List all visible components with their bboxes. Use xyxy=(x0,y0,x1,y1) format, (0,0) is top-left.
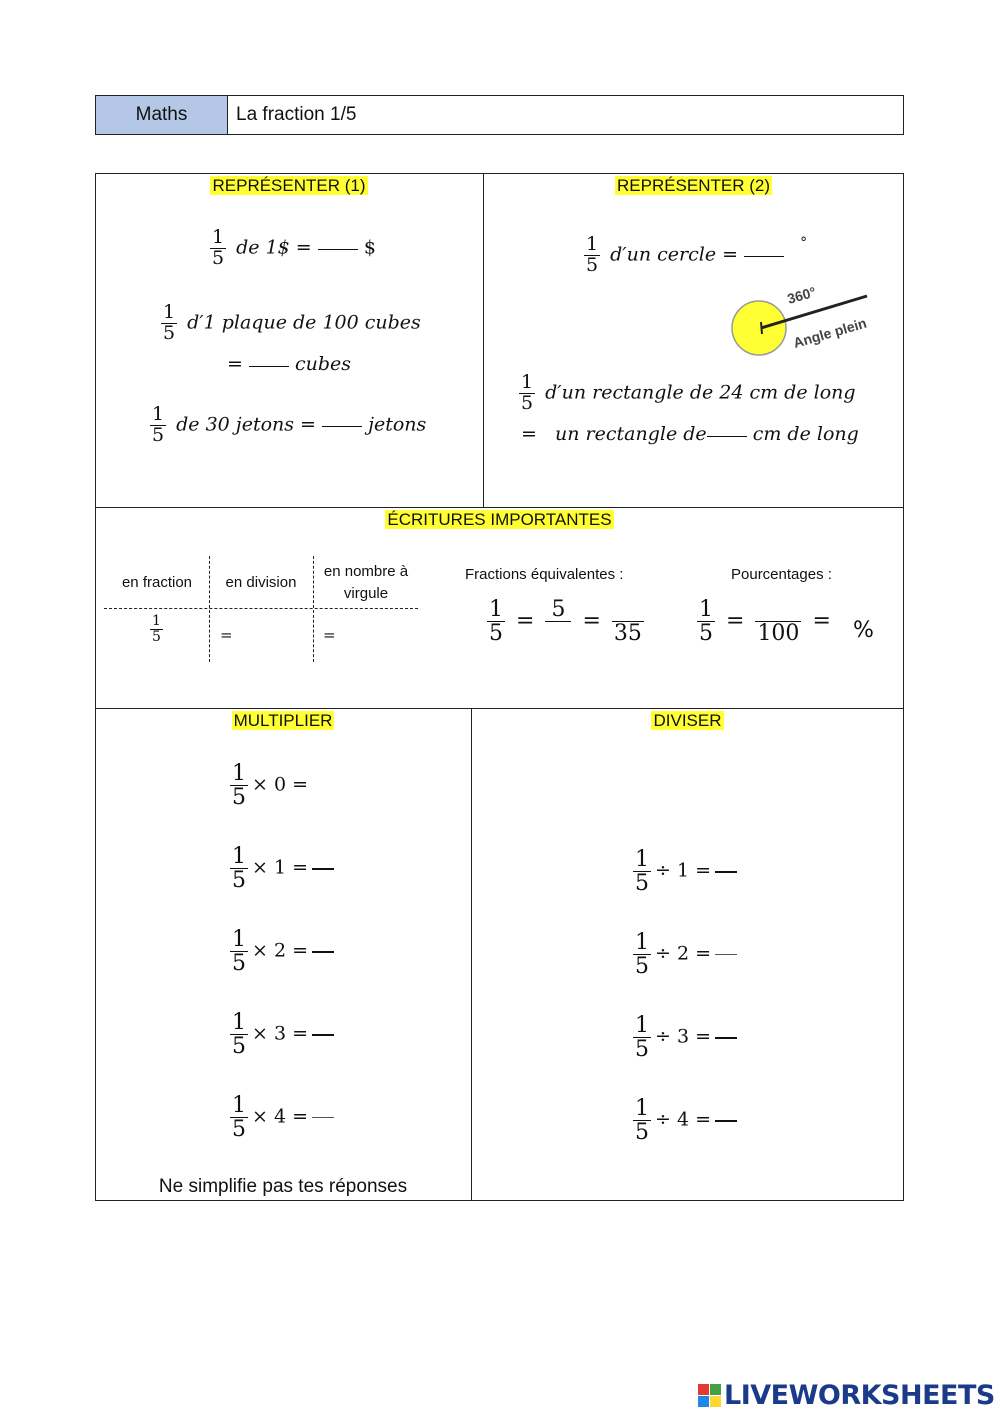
percent-sign: % xyxy=(853,618,874,643)
answer-blank[interactable] xyxy=(615,598,641,621)
col-en-division: en division xyxy=(225,574,297,591)
multiply-row: $\frac{1}{5}$ × 0 = xyxy=(232,761,309,811)
simplify-note: Ne simplifie pas tes réponses xyxy=(158,1176,408,1197)
header-row-divider xyxy=(104,608,418,609)
represent2-line2b: = un rectangle de cm de long xyxy=(521,423,859,445)
represent1-line2b: = cubes xyxy=(227,353,352,375)
operations-section xyxy=(95,708,904,1201)
divide-row: $\frac{1}{5}$ ÷ 2 = xyxy=(629,931,737,978)
answer-blank[interactable] xyxy=(322,424,362,427)
represent1-title: REPRÉSENTER (1) xyxy=(212,176,366,195)
liveworksheets-logo xyxy=(698,1380,995,1411)
answer-blank[interactable] xyxy=(756,598,800,621)
ecritures-title: ÉCRITURES IMPORTANTES xyxy=(387,510,612,529)
percentages-label: Pourcentages : xyxy=(731,566,832,583)
multiply-row: $\frac{1}{5}$ × 2 = xyxy=(226,928,334,975)
col-divider-1 xyxy=(209,556,210,662)
represent2-line1: $\frac{1}{5}$ d′un cercle = ° xyxy=(586,233,808,276)
full-angle-circle-graphic xyxy=(725,278,885,363)
represent2-line2: $\frac{1}{5}$ d′un rectangle de 24 cm de long xyxy=(521,371,856,414)
represent1-line2: $\frac{1}{5}$ d′1 plaque de 100 cubes xyxy=(163,301,421,344)
answer-blank[interactable] xyxy=(312,868,334,870)
answer-blank[interactable] xyxy=(715,871,737,873)
divide-row: $\frac{1}{5}$ ÷ 4 = xyxy=(629,1097,737,1144)
represent1-line3: $\frac{1}{5}$ de 30 jetons = jetons xyxy=(152,403,427,446)
brand-name: LIVEWORKSHEETS xyxy=(724,1380,995,1411)
answer-blank[interactable] xyxy=(744,254,784,257)
divide-row: $\frac{1}{5}$ ÷ 1 = xyxy=(629,848,737,895)
equivalent-fractions-expr: $\frac{1}{5}$ = 5 = 35 xyxy=(489,597,642,647)
divide-row: $\frac{1}{5}$ ÷ 3 = xyxy=(629,1014,737,1061)
answer-blank[interactable] xyxy=(318,247,358,250)
worksheet-title: La fraction 1/5 xyxy=(236,104,357,125)
decimal-cell[interactable]: = xyxy=(323,626,336,644)
subject-cell xyxy=(96,96,228,134)
multiply-row: $\frac{1}{5}$ × 3 = xyxy=(226,1011,334,1058)
equivalent-fractions-label: Fractions équivalentes : xyxy=(465,566,624,583)
logo-mark-icon xyxy=(698,1384,721,1407)
angle-360-label: 360° xyxy=(785,283,818,307)
diviser-title: DIVISER xyxy=(653,711,722,730)
yellow-circle xyxy=(732,301,786,355)
header-bar xyxy=(95,95,904,135)
col-en-nombre-virgule: en nombre à virgule xyxy=(323,563,409,602)
division-cell[interactable]: = xyxy=(220,626,233,644)
subject-label: Maths xyxy=(135,104,188,125)
answer-blank[interactable] xyxy=(715,1120,737,1122)
fraction-cell: $\frac{1}{5}$ xyxy=(152,613,161,645)
operations-divider xyxy=(471,708,472,1201)
answer-blank[interactable] xyxy=(312,1034,334,1036)
answer-blank[interactable] xyxy=(545,621,571,645)
angle-plein-label: Angle plein xyxy=(791,314,869,351)
answer-blank[interactable] xyxy=(249,364,289,367)
answer-blank[interactable] xyxy=(312,1117,334,1118)
answer-blank[interactable] xyxy=(715,954,737,955)
answer-blank[interactable] xyxy=(707,434,747,437)
answer-blank[interactable] xyxy=(312,951,334,953)
col-divider-2 xyxy=(313,556,314,662)
percentages-expr: $\frac{1}{5}$ = 100 = xyxy=(699,597,831,647)
represent-divider xyxy=(483,173,484,508)
col-en-fraction: en fraction xyxy=(121,574,193,591)
multiply-row: $\frac{1}{5}$ × 1 = xyxy=(226,845,334,892)
multiplier-title: MULTIPLIER xyxy=(233,711,333,730)
answer-blank[interactable] xyxy=(715,1037,737,1039)
represent2-title: REPRÉSENTER (2) xyxy=(616,176,771,195)
represent1-line1: $\frac{1}{5}$ de 1$ = $ xyxy=(212,226,376,269)
multiply-row: $\frac{1}{5}$ × 4 = xyxy=(226,1094,334,1141)
